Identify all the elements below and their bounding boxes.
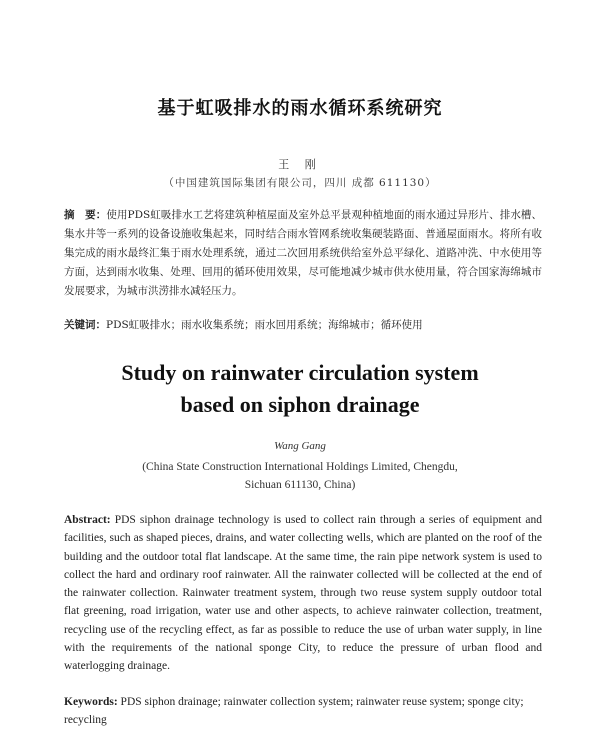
chinese-abstract-text: 使用PDS虹吸排水工艺将建筑种植屋面及室外总平景观种植地面的雨水通过异形片、排水槽、集水井等一系列的设备设施收集起来，同时结合雨水管网系统收集硬装路面、普通屋面雨水。将所有收集完成的雨水最终汇集于雨水处理系统，通过二次回用系统供给室外总平绿化、道路冲洗、中水使用等方面，达到雨水收集、处理、回用的循环使用效果，尽可能地减少城市供水使用量，符合国家海绵城市发展要求，为城市洪涝排水减轻压力。: [64, 209, 542, 297]
chinese-keywords-label: 关键词：: [64, 319, 106, 331]
english-abstract: [64, 511, 542, 676]
english-title-line-1: Study on rainwater circulation system: [121, 360, 479, 385]
english-affiliation-line-2: Sichuan 611130, China): [244, 479, 356, 491]
chinese-keywords: [64, 316, 542, 335]
english-abstract-label: Abstract:: [64, 514, 111, 526]
chinese-title: 基于虹吸排水的雨水循环系统研究: [157, 98, 443, 119]
english-title-line-2: based on siphon drainage: [180, 392, 420, 417]
english-keywords-text: PDS siphon drainage; rainwater collection system; rainwater reuse system; sponge city; recycling: [64, 696, 524, 726]
english-affiliation-line-1: (China State Construction International Holdings Limited, Chengdu,: [142, 461, 458, 473]
english-title: [0, 357, 600, 421]
english-author: Wang Gang: [274, 440, 326, 452]
chinese-abstract: [64, 206, 542, 301]
english-keywords-label: Keywords:: [64, 696, 118, 708]
english-keywords: [64, 693, 542, 729]
english-affiliation: [0, 458, 600, 494]
english-abstract-text: PDS siphon drainage technology is used to collect rain through a series of equipment and facilities, such as shaped pieces, drains, and water collecting wells, which are planted on the roof of the building and the outdoor total flat landscape. At the same time, the rain pipe network system is used to collect the hard and ordinary roof rainwater. All the rainwater collected will be collected at the end of the rainwater collection. Rainwater treatment system, through two reuse system supply outdoor total flat greening, road irrigation, water use and other aspects, to achieve rainwater collection, treatment, recycling use of the recycling effect, as far as possible to reduce the use of urban water supply, in line with the requirements of the national sponge City, to reduce the pressure of urban flood and waterlogging drainage.: [64, 514, 542, 673]
chinese-affiliation: （中国建筑国际集团有限公司，四川 成都 611130）: [163, 177, 437, 189]
chinese-abstract-label: 摘 要：: [64, 209, 107, 221]
chinese-author: 王 刚: [278, 158, 322, 171]
chinese-keywords-text: PDS虹吸排水；雨水收集系统；雨水回用系统；海绵城市；循环使用: [106, 319, 423, 331]
